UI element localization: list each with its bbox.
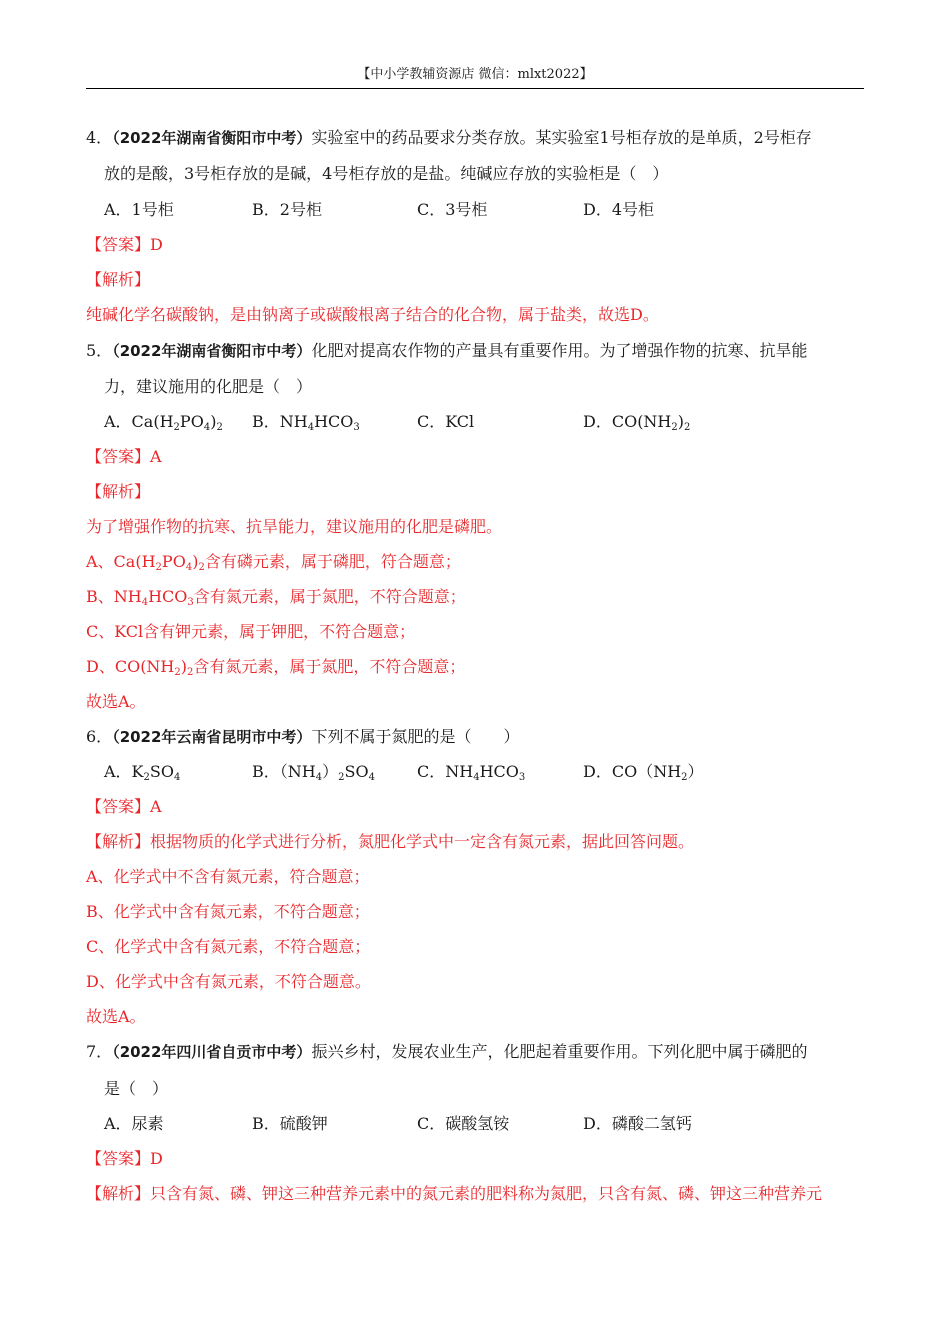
page-header: 【中小学教辅资源店 微信：mlxt2022】 [86, 66, 864, 89]
question-6-analysis-line-2: A、化学式中不含有氮元素，符合题意； [86, 867, 370, 886]
question-5-stem-line-1 [86, 340, 807, 362]
question-7-answer: 【答案】D [86, 1149, 163, 1168]
question-6-option-d: D．$CO(NH_2)$ [583, 762, 704, 783]
question-source: （2022年四川省自贡市中考） [112, 1043, 312, 1061]
question-6-stem-line-1 [86, 726, 519, 748]
question-5-analysis-b: B、$NH_4HCO_3$含有氮元素，属于氮肥，不符合题意； [86, 587, 466, 608]
question-4-option-c: C．3号柜 [417, 200, 488, 219]
question-5-option-a: A．$Ca(H_2PO_4)_2$ [104, 412, 223, 433]
question-5-analysis-d: D、$CO(NH_2)_2$含有氮元素，属于氮肥，不符合题意； [86, 657, 466, 678]
question-5-option-d: D．$CO(NH_2)_2$ [583, 412, 691, 433]
question-6-conclusion: 故选A。 [86, 1007, 146, 1026]
question-5-conclusion: 故选A。 [86, 692, 146, 711]
question-5-analysis-c: C、KCl含有钾元素，属于钾肥，不符合题意； [86, 622, 416, 641]
question-5-analysis-intro: 为了增强作物的抗寒、抗旱能力，建议施用的化肥是磷肥。 [86, 517, 503, 536]
question-7-option-c: C．碳酸氢铵 [417, 1114, 510, 1133]
question-7-option-d: D．磷酸二氢钙 [583, 1114, 692, 1133]
question-source: （2022年湖南省衡阳市中考） [112, 129, 312, 147]
question-6-answer: 【答案】A [86, 797, 162, 816]
question-6-analysis-line-1: 【解析】根据物质的化学式进行分析，氮肥化学式中一定含有氮元素，据此回答问题。 [86, 832, 695, 851]
question-number: 5． [86, 341, 113, 360]
question-5-stem-line-2: 力，建议施用的化肥是（ ） [104, 377, 313, 396]
question-text: 化肥对提高农作物的产量具有重要作用。为了增强作物的抗寒、抗旱能 [311, 341, 808, 360]
question-source: （2022年湖南省衡阳市中考） [112, 342, 312, 360]
question-4-analysis-text: 纯碱化学名碳酸钠，是由钠离子或碳酸根离子结合的化合物，属于盐类，故选D。 [86, 305, 659, 324]
question-6-option-b: B．$(NH_4)_2SO_4$ [252, 762, 375, 783]
question-6-option-a: A．$K_2SO_4$ [104, 762, 181, 783]
question-7-option-a: A．尿素 [104, 1114, 164, 1133]
question-5-analysis-label: 【解析】 [86, 482, 151, 501]
question-text: 下列不属于氮肥的是（ ） [311, 727, 520, 746]
question-5-analysis-a: A、$Ca(H_2PO_4)_2$含有磷元素，属于磷肥，符合题意； [86, 552, 461, 573]
question-4-stem-line-2: 放的是酸，3号柜存放的是碱，4号柜存放的是盐。纯碱应存放的实验柜是（ ） [104, 164, 669, 183]
question-4-answer: 【答案】D [86, 235, 163, 254]
question-6-analysis-line-5: D、化学式中含有氮元素，不符合题意。 [86, 972, 371, 991]
question-4-option-b: B．2号柜 [252, 200, 322, 219]
question-5-answer: 【答案】A [86, 447, 162, 466]
question-number: 7． [86, 1042, 113, 1061]
question-text: 实验室中的药品要求分类存放。某实验室1号柜存放的是单质，2号柜存 [311, 128, 812, 147]
question-4-option-d: D．4号柜 [583, 200, 655, 219]
question-6-option-c: C．$NH_4HCO_3$ [417, 762, 526, 783]
question-4-option-a: A．1号柜 [104, 200, 174, 219]
question-4-analysis-label: 【解析】 [86, 270, 151, 289]
question-5-option-c: C．KCl [417, 412, 475, 431]
question-text: 振兴乡村，发展农业生产，化肥起着重要作用。下列化肥中属于磷肥的 [311, 1042, 808, 1061]
question-6-analysis-line-3: B、化学式中含有氮元素，不符合题意； [86, 902, 370, 921]
question-4-stem-line-1 [86, 127, 812, 149]
question-number: 4． [86, 128, 113, 147]
question-7-option-b: B．硫酸钾 [252, 1114, 328, 1133]
question-6-analysis-line-4: C、化学式中含有氮元素，不符合题意； [86, 937, 371, 956]
question-source: （2022年云南省昆明市中考） [112, 728, 312, 746]
question-number: 6． [86, 727, 113, 746]
question-7-stem-line-2: 是（ ） [104, 1079, 169, 1098]
question-5-option-b: B．$NH_4HCO_3$ [252, 412, 360, 433]
question-7-analysis-line-1: 【解析】只含有氮、磷、钾这三种营养元素中的氮元素的肥料称为氮肥，只含有氮、磷、钾这三种营养元 [86, 1184, 823, 1203]
question-7-stem-line-1 [86, 1041, 807, 1063]
